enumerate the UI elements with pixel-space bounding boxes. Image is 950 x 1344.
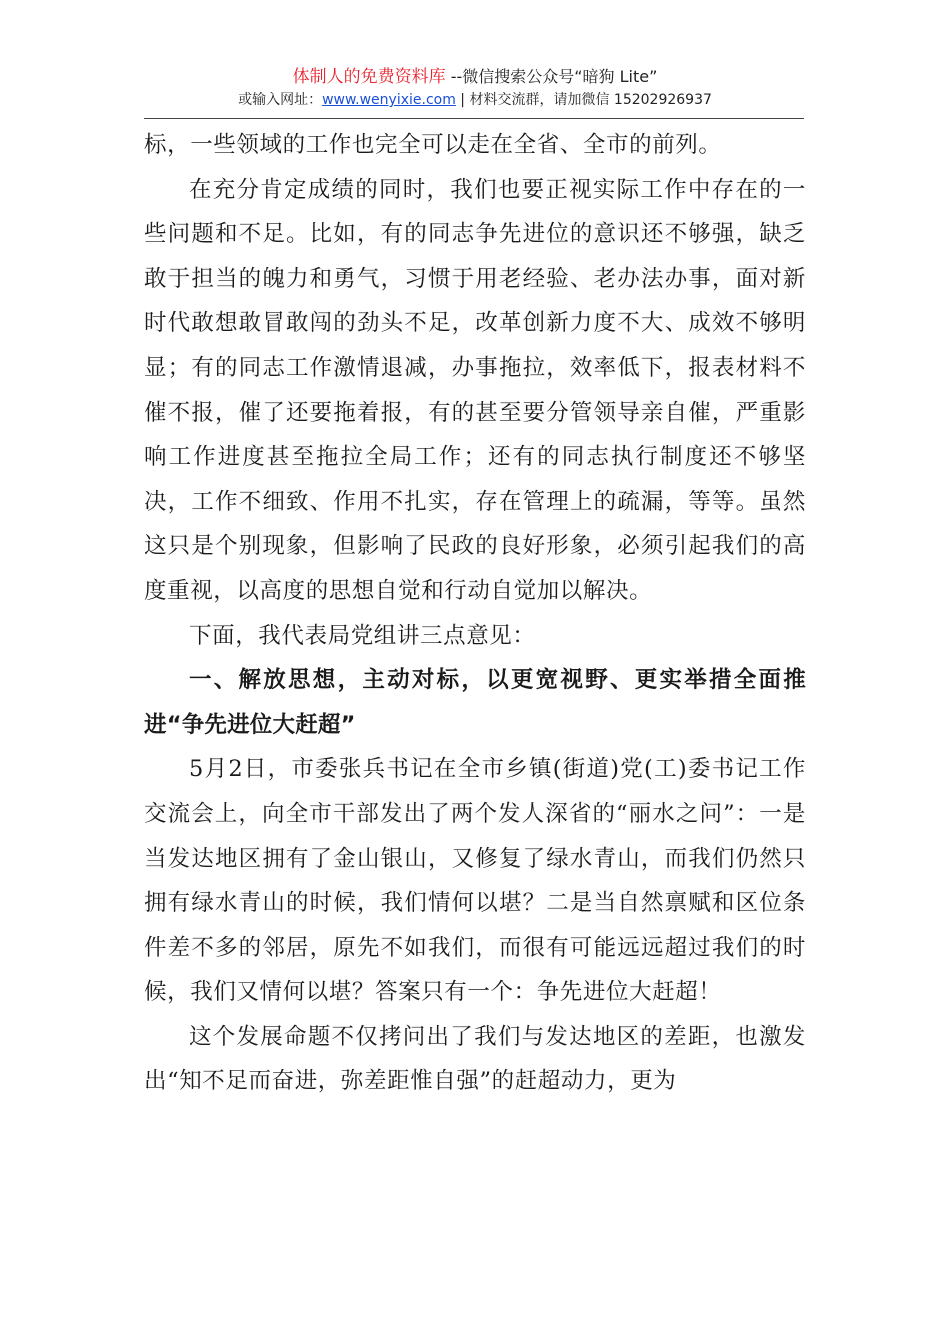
- paragraph: 标，一些领域的工作也完全可以走在全省、全市的前列。: [144, 132, 722, 158]
- document-body: [144, 123, 806, 1104]
- brand-name: 体制人的免费资料库: [292, 67, 446, 87]
- paragraph: 下面，我代表局党组讲三点意见：: [189, 622, 536, 649]
- contact-info: | 材料交流群，请加微信 15202926937: [455, 92, 712, 108]
- header-tagline: --微信搜索公众号“暗狗 Lite”: [445, 67, 658, 86]
- header-title-line: [0, 66, 950, 88]
- url-prefix: 或输入网址：: [238, 92, 323, 108]
- paragraph: 在充分肯定成绩的同时，我们也要正视实际工作中存在的一些问题和不足。比如，有的同志争先进位的意识还不够强，缺乏敢于担当的魄力和勇气，习惯于用老经验、老办法办事，面对新时代敢想敢冒敢闯的劲头不足，改革创新力度不大、成效不够明显；有的同志工作激情退减，办事拖拉，效率低下，报表材料不催不报，催了还要拖着报，有的甚至要分管领导亲自催，严重影响工作进度甚至拖拉全局工作；还有的同志执行制度还不够坚决，工作不细致、作用不扎实，存在管理上的疏漏，等等。虽然这只是个别现象，但影响了民政的良好形象，必须引起我们的高度重视，以高度的思想自觉和行动自觉加以解决。: [144, 176, 806, 604]
- section-heading: 一、解放思想，主动对标，以更宽视野、更实举措全面推进“争先进位大赶超”: [144, 667, 806, 738]
- header-divider: [144, 118, 804, 119]
- website-link[interactable]: www.wenyixie.com: [322, 92, 456, 108]
- paragraph: 这个发展命题不仅拷问出了我们与发达地区的差距，也激发出“知不足而奋进，弥差距惟自强”的赶超动力，更为: [144, 1023, 806, 1095]
- paragraph: 5月2日，市委张兵书记在全市乡镇(街道)党(工)委书记工作交流会上，向全市干部发出了两个发人深省的“丽水之问”：一是当发达地区拥有了金山银山，又修复了绿水青山，而我们仍然只拥有绿水青山的时候，我们情何以堪？二是当自然禀赋和区位条件差不多的邻居，原先不如我们，而很有可能远远超过我们的时候，我们又情何以堪？答案只有一个：争先进位大赶超！: [144, 756, 806, 1006]
- document-header: [0, 66, 950, 111]
- header-contact-line: [0, 89, 950, 111]
